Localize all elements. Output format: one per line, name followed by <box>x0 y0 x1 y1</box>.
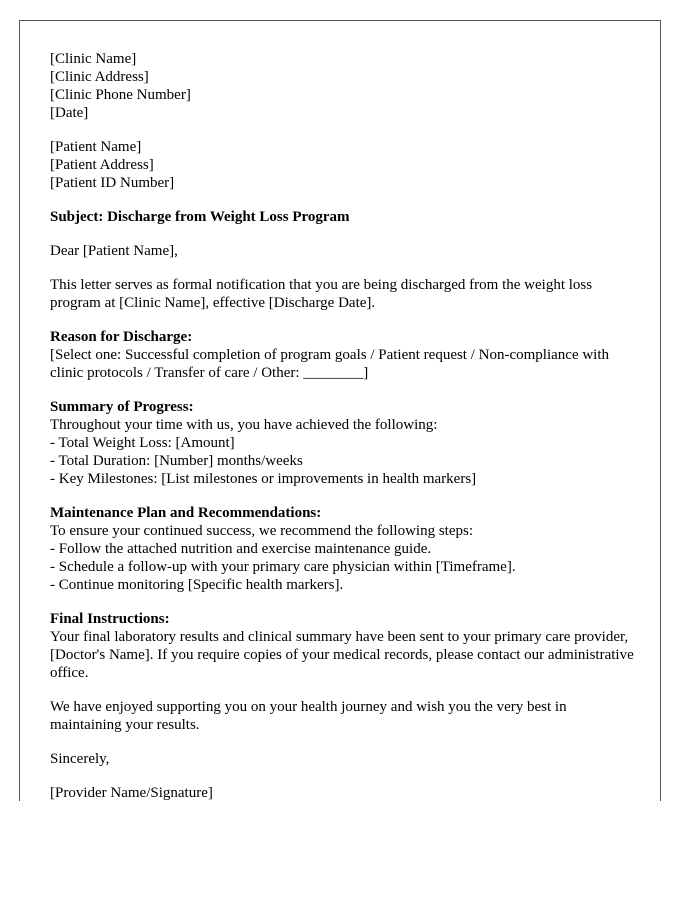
maintenance-item: - Follow the attached nutrition and exercise maintenance guide. <box>50 541 432 557</box>
reason-section <box>50 328 640 382</box>
intro-paragraph: This letter serves as formal notification that you are being discharged from the weight loss program at [Clinic Name], effective [Discharge Date]. <box>50 277 593 311</box>
final-text: Your final laboratory results and clinical summary have been sent to your primary care provider, [Doctor's Name]. If you require copies of your medical records, please contact our administrative office. <box>50 629 634 681</box>
closing-paragraph-block <box>50 698 640 734</box>
maintenance-heading: Maintenance Plan and Recommendations: <box>50 505 322 521</box>
clinic-address: [Clinic Address] <box>50 69 149 85</box>
maintenance-item: - Schedule a follow-up with your primary care physician within [Timeframe]. <box>50 559 516 575</box>
final-section <box>50 610 640 682</box>
recipient-block <box>50 138 640 192</box>
progress-section <box>50 398 640 488</box>
subject-line: Subject: Discharge from Weight Loss Program <box>50 209 350 225</box>
salutation: Dear [Patient Name], <box>50 243 178 259</box>
maintenance-intro: To ensure your continued success, we recommend the following steps: <box>50 523 474 539</box>
reason-text: [Select one: Successful completion of program goals / Patient request / Non-compliance with clinic protocols / Transfer of care / Other: ________] <box>50 347 610 381</box>
progress-heading: Summary of Progress: <box>50 399 194 415</box>
salutation-block <box>50 242 640 260</box>
maintenance-item: - Continue monitoring [Specific health markers]. <box>50 577 344 593</box>
subject-block <box>50 208 640 226</box>
intro-block <box>50 276 640 312</box>
patient-name: [Patient Name] <box>50 139 142 155</box>
closing-block <box>50 750 640 768</box>
patient-address: [Patient Address] <box>50 157 154 173</box>
patient-id: [Patient ID Number] <box>50 175 175 191</box>
letter-body <box>50 50 640 818</box>
clinic-phone: [Clinic Phone Number] <box>50 87 191 103</box>
closing-paragraph: We have enjoyed supporting you on your health journey and wish you the very best in maintaining your results. <box>50 699 567 733</box>
sender-block <box>50 50 640 122</box>
progress-item: - Key Milestones: [List milestones or improvements in health markers] <box>50 471 477 487</box>
progress-intro: Throughout your time with us, you have achieved the following: <box>50 417 438 433</box>
letter-date: [Date] <box>50 105 89 121</box>
letter-page <box>19 20 661 801</box>
reason-heading: Reason for Discharge: <box>50 329 193 345</box>
signature-block <box>50 784 640 802</box>
maintenance-section <box>50 504 640 594</box>
final-heading: Final Instructions: <box>50 611 170 627</box>
progress-item: - Total Weight Loss: [Amount] <box>50 435 235 451</box>
closing: Sincerely, <box>50 751 110 767</box>
signature: [Provider Name/Signature] <box>50 785 213 801</box>
clinic-name: [Clinic Name] <box>50 51 137 67</box>
progress-item: - Total Duration: [Number] months/weeks <box>50 453 303 469</box>
